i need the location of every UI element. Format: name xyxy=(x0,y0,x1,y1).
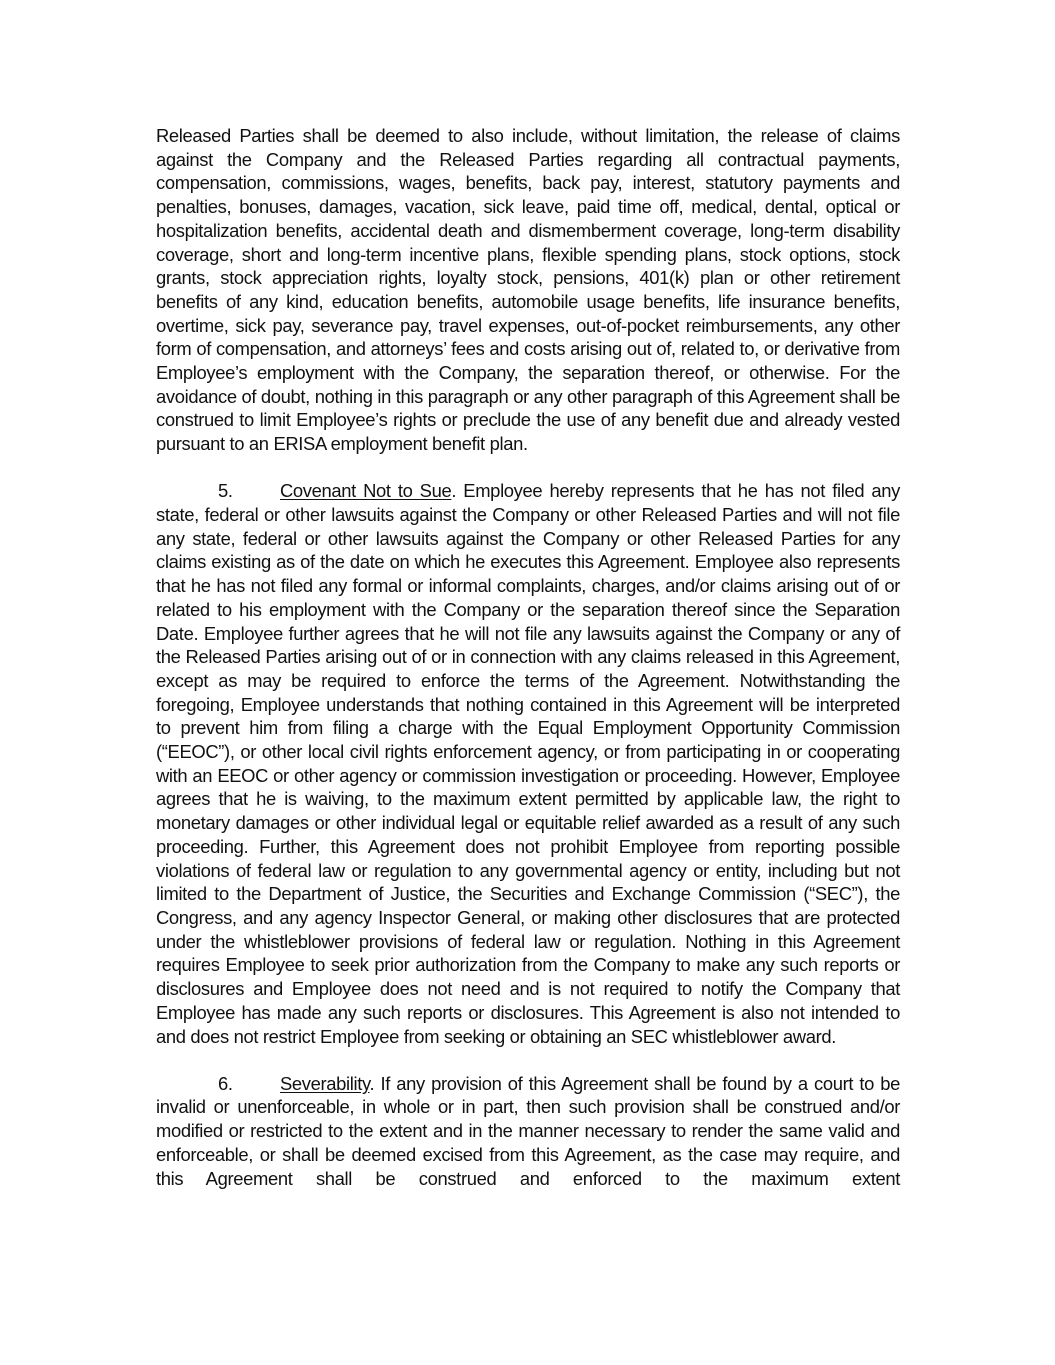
section-5-paragraph xyxy=(156,479,900,1048)
section-6-body: . If any provision of this Agreement shall be found by a court to be invalid or unenforceable, in whole or in part, then such provision shall be construed and/or modified or restricted to the extent and in the manner necessary to render the same valid and enforceable, or shall be deemed excised from this Agreement, as the case may require, and this Agreement shall be construed and enforced to the maximum extent xyxy=(156,1072,900,1189)
section-6-heading: Severability xyxy=(280,1072,370,1094)
section-5-heading: Covenant Not to Sue xyxy=(280,480,452,502)
section-6-paragraph xyxy=(156,1072,900,1191)
section-5-number: 5. xyxy=(218,480,233,502)
document-page xyxy=(156,124,900,1190)
section-5-body: . Employee hereby represents that he has not filed any state, federal or other lawsuits against the Company or other Released Parties and will not file any state, federal or other lawsuits against the Company or other Released Parties for any claims existing as of the date on which he executes this Agreement. Employee also represents that he has not filed any formal or informal complaints, charges, and/or claims arising out of or related to his employment with the Company or the separation thereof since the Separation Date. Employee further agrees that he will not file any lawsuits against the Company or any of the Released Parties arising out of or in connection with any claims released in this Agreement, except as may be required to enforce the terms of the Agreement. Notwithstanding the foregoing, Employee understands that nothing contained in this Agreement will be interpreted to prevent him from filing a charge with the Equal Employment Opportunity Commission (“EEOC”), or other local civil rights enforcement agency, or from participating in or cooperating with an EEOC or other agency or commission investigation or proceeding. However, Employee agrees that he is waiving, to the maximum extent permitted by applicable law, the right to monetary damages or other individual legal or equitable relief awarded as a result of any such proceeding. Further, this Agreement does not prohibit Employee from reporting possible violations of federal law or regulation to any governmental agency or entity, including but not limited to the Department of Justice, the Securities and Exchange Commission (“SEC”), the Congress, and any agency Inspector General, or making other disclosures that are protected under the whistleblower provisions of federal law or regulation. Nothing in this Agreement requires Employee to seek prior authorization from the Company to make any such reports or disclosures and Employee does not need and is not required to notify the Company that Employee has made any such reports or disclosures. This Agreement is also not intended to and does not restrict Employee from seeking or obtaining an SEC whistleblower award. xyxy=(156,480,900,1047)
intro-paragraph: Released Parties shall be deemed to also include, without limitation, the release of claims against the Company and the Released Parties regarding all contractual payments, compensation, commissions, wages, benefits, back pay, interest, statutory payments and penalties, bonuses, damages, vacation, sick leave, paid time off, medical, dental, optical or hospitalization benefits, accidental death and dismemberment coverage, long-term disability coverage, short and long-term incentive plans, flexible spending plans, stock options, stock grants, stock appreciation rights, loyalty stock, pensions, 401(k) plan or other retirement benefits of any kind, education benefits, automobile usage benefits, life insurance benefits, overtime, sick pay, severance pay, travel expenses, out-of-pocket reimbursements, any other form of compensation, and attorneys’ fees and costs arising out of, related to, or derivative from Employee’s employment with the Company, the separation thereof, or otherwise. For the avoidance of doubt, nothing in this paragraph or any other paragraph of this Agreement shall be construed to limit Employee’s rights or preclude the use of any benefit due and already vested pursuant to an ERISA employment benefit plan. xyxy=(156,125,900,455)
section-6-number: 6. xyxy=(218,1072,233,1094)
